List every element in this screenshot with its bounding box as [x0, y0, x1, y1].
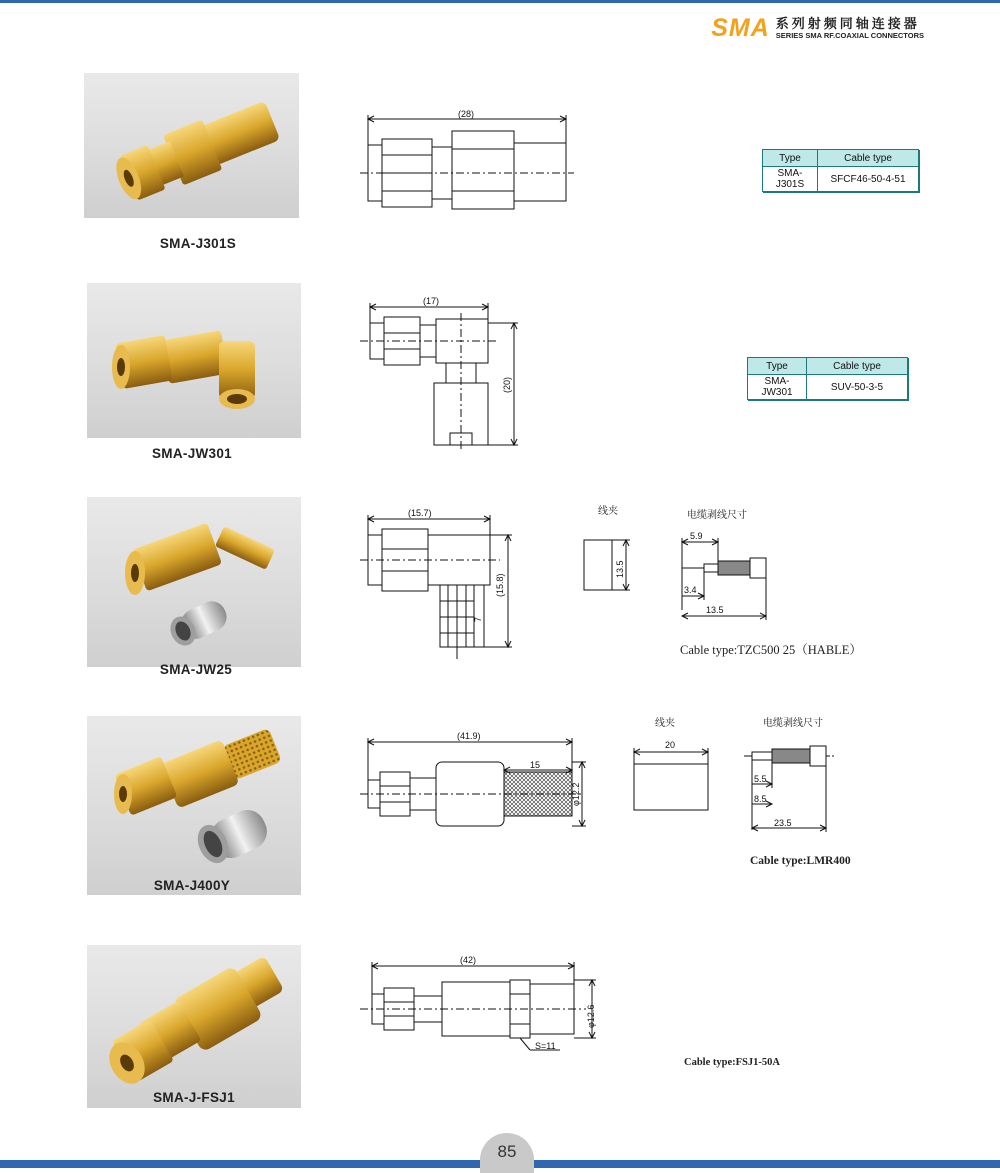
connector-render: [84, 73, 299, 218]
strip-dimension-b: 3.4: [684, 585, 697, 595]
product-photo: [87, 497, 301, 667]
dimension-diameter: φ12.6: [586, 1004, 596, 1028]
table-header-cable: Cable type: [818, 150, 919, 167]
dimension-drawing: [360, 505, 520, 665]
model-label: SMA-JW301: [152, 446, 232, 461]
product-photo: [84, 73, 299, 218]
dimension-length: (42): [460, 955, 477, 965]
spec-table: [747, 357, 908, 400]
strip-dimension-b: 8.5: [754, 794, 767, 804]
clamp-dimension: 13.5: [615, 560, 625, 578]
model-label: SMA-J-FSJ1: [153, 1090, 235, 1105]
cable-note: Cable type:TZC500 25（HABLE）: [680, 643, 862, 657]
strip-label: 电缆剥线尺寸: [687, 510, 747, 521]
strip-dimension-c: 13.5: [706, 605, 724, 615]
dimension-tail: 7: [473, 616, 483, 622]
connector-render: [87, 945, 301, 1108]
strip-dimension-a: 5.5: [754, 774, 767, 784]
clamp-label: 线夹: [655, 718, 675, 729]
top-rule: [0, 0, 1000, 3]
clamp-drawing: [580, 530, 640, 600]
connector-render: [87, 497, 301, 667]
dimension-drawing: [360, 293, 530, 453]
dimension-length: (41.9): [457, 731, 481, 741]
connector-render: [87, 283, 301, 438]
table-cell-type: SMA-JW301: [748, 375, 807, 400]
table-cell-cable: SUV-50-3-5: [807, 375, 908, 400]
strip-label: 电缆剥线尺寸: [763, 718, 823, 729]
product-photo: [87, 283, 301, 438]
strip-dimension-c: 23.5: [774, 818, 792, 828]
dimension-crimp: 15: [530, 760, 541, 770]
header-title-en: SERIES SMA RF.COAXIAL CONNECTORS: [775, 31, 924, 41]
clamp-dimension: 20: [665, 740, 676, 750]
table-header-type: Type: [748, 358, 807, 375]
dimension-length: (17): [423, 296, 440, 306]
clamp-label: 线夹: [598, 506, 618, 517]
model-label: SMA-J301S: [159, 236, 237, 251]
spec-table: [762, 149, 919, 192]
dimension-drawing: [360, 105, 575, 215]
model-label: SMA-J400Y: [153, 878, 231, 893]
dimension-drawing: [360, 728, 590, 832]
strip-drawing: [740, 740, 840, 835]
dimension-diameter: φ12.2: [571, 782, 581, 806]
dimension-drawing: [360, 950, 600, 1060]
dimension-length: (28): [458, 109, 475, 119]
strip-dimension-a: 5.9: [690, 531, 703, 541]
table-header-cable: Cable type: [807, 358, 908, 375]
product-photo: [87, 716, 301, 895]
dimension-length: (15.7): [408, 508, 432, 518]
connector-render: [87, 716, 301, 895]
strip-drawing: [672, 530, 782, 620]
dimension-height: (20): [502, 376, 512, 393]
table-cell-type: SMA-J301S: [763, 167, 818, 192]
table-header-type: Type: [763, 150, 818, 167]
brand-logo: SMA: [711, 14, 770, 42]
page-number: 85: [480, 1133, 534, 1173]
page-header: [711, 14, 924, 43]
clamp-drawing: [628, 736, 718, 816]
cable-note: Cable type:LMR400: [750, 855, 851, 867]
table-cell-cable: SFCF46-50-4-51: [818, 167, 919, 192]
model-label: SMA-JW25: [159, 662, 233, 677]
dimension-height: (15.8): [495, 573, 505, 597]
dimension-hex: S=11: [535, 1041, 556, 1051]
product-photo: [87, 945, 301, 1108]
cable-note: Cable type:FSJ1-50A: [684, 1057, 780, 1068]
header-title-cn: 系列射频同轴连接器: [775, 16, 920, 32]
